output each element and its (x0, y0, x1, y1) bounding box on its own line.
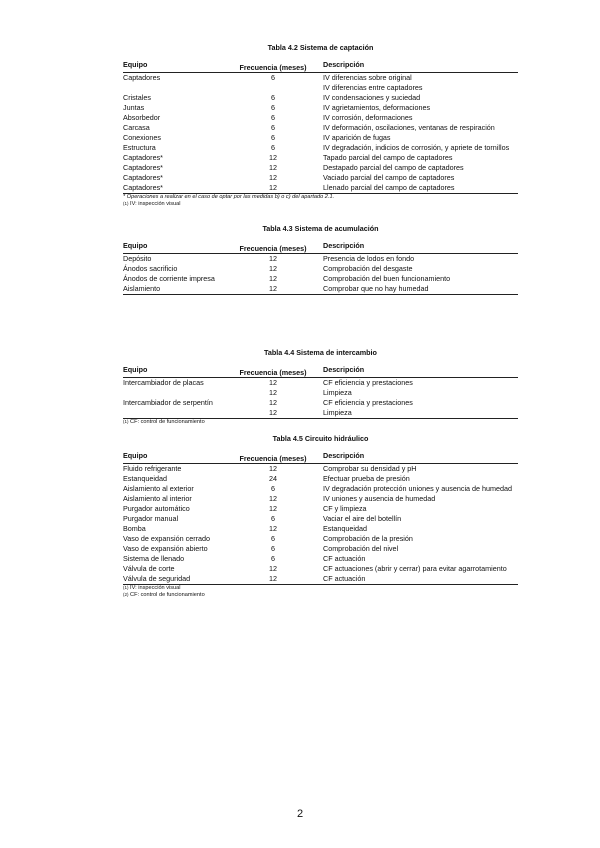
table-row (123, 254, 518, 264)
cell-frecuencia: 12 (269, 183, 277, 192)
cell-equipo: Vaso de expansión cerrado (123, 534, 210, 543)
header-frecuencia: Frecuencia (meses) (239, 454, 307, 463)
header-frecuencia: Frecuencia (meses) (239, 244, 307, 253)
table-row (123, 143, 518, 153)
cell-equipo: Captadores* (123, 153, 163, 162)
cell-frecuencia: 6 (271, 143, 275, 152)
cell-equipo: Captadores* (123, 173, 163, 182)
cell-descripcion: IV deformación, oscilaciones, ventanas de respiración (323, 123, 495, 132)
header-frecuencia: Frecuencia (meses) (239, 368, 307, 377)
table-row (123, 484, 518, 494)
cell-equipo: Intercambiador de serpentín (123, 398, 213, 407)
cell-frecuencia: 12 (269, 524, 277, 533)
cell-descripcion: Comprobación del buen funcionamiento (323, 274, 451, 283)
table-row (123, 284, 518, 294)
cell-equipo: Válvula de corte (123, 564, 175, 573)
table-row (123, 123, 518, 133)
table-header-row (123, 233, 518, 254)
cell-equipo: Captadores* (123, 183, 163, 192)
table-row (123, 554, 518, 564)
table-header-row (123, 443, 518, 464)
cell-frecuencia: 6 (271, 123, 275, 132)
cell-descripcion: Tapado parcial del campo de captadores (323, 153, 453, 162)
cell-frecuencia: 12 (269, 574, 277, 583)
cell-frecuencia: 12 (269, 378, 277, 387)
cell-equipo: Válvula de seguridad (123, 574, 191, 583)
cell-descripcion: Presencia de lodos en fondo (323, 254, 415, 263)
table-row (123, 534, 518, 544)
table-row (123, 494, 518, 504)
footnote-text: IV: inspección visual (128, 201, 181, 207)
cell-equipo: Conexiones (123, 133, 161, 142)
table-row (123, 408, 518, 418)
cell-equipo: Fluido refrigerante (123, 464, 182, 473)
table-row (123, 564, 518, 574)
cell-frecuencia: 12 (269, 274, 277, 283)
table-row (123, 524, 518, 534)
cell-equipo: Vaso de expansión abierto (123, 544, 208, 553)
header-descripcion: Descripción (323, 60, 365, 69)
header-equipo: Equipo (123, 60, 148, 69)
table-header-row (123, 52, 518, 73)
table-row (123, 73, 518, 83)
table-caption: Tabla 4.3 Sistema de acumulación (262, 224, 379, 233)
table-row (123, 83, 518, 93)
table-footnote (123, 585, 518, 592)
table-sistema-acumulacion (123, 224, 518, 295)
cell-frecuencia: 12 (269, 173, 277, 182)
table-row (123, 378, 518, 388)
table-circuito-hidraulico (123, 434, 518, 599)
cell-equipo: Estanqueidad (123, 474, 167, 483)
cell-descripcion: IV degradación, indicios de corrosión, y apriete de tornillos (323, 143, 510, 152)
cell-frecuencia: 24 (269, 474, 277, 483)
footnote-text: CF: control de funcionamiento (128, 419, 205, 425)
table-row (123, 474, 518, 484)
cell-equipo: Sistema de llenado (123, 554, 185, 563)
cell-equipo: Purgador automático (123, 504, 190, 513)
table-sistema-intercambio (123, 348, 518, 426)
header-equipo: Equipo (123, 451, 148, 460)
cell-frecuencia: 12 (269, 284, 277, 293)
table-row (123, 183, 518, 193)
cell-frecuencia: 6 (271, 554, 275, 563)
cell-descripcion: Efectuar prueba de presión (323, 474, 410, 483)
table-row (123, 153, 518, 163)
cell-frecuencia: 6 (271, 544, 275, 553)
footnote-marker: (2) (123, 592, 129, 597)
footnote-marker: (1) (123, 419, 129, 424)
cell-descripcion: IV diferencias entre captadores (323, 83, 423, 92)
cell-descripcion: Comprobación del nivel (323, 544, 399, 553)
cell-descripcion: CF actuaciones (abrir y cerrar) para evitar agarrotamiento (323, 564, 507, 573)
footnote-text: CF: control de funcionamiento (128, 592, 205, 598)
cell-equipo: Intercambiador de placas (123, 378, 204, 387)
cell-descripcion: IV condensaciones y suciedad (323, 93, 421, 102)
table-footnote (123, 194, 518, 201)
table-footnote (123, 419, 518, 426)
table-row (123, 388, 518, 398)
cell-frecuencia: 12 (269, 564, 277, 573)
cell-descripcion: Vaciar el aire del botellín (323, 514, 402, 523)
table-row (123, 264, 518, 274)
cell-descripcion: Limpieza (323, 408, 352, 417)
cell-descripcion: Vaciado parcial del campo de captadores (323, 173, 455, 182)
cell-descripcion: IV aparición de fugas (323, 133, 391, 142)
table-row (123, 464, 518, 474)
cell-descripcion: Llenado parcial del campo de captadores (323, 183, 455, 192)
cell-equipo: Aislamiento al interior (123, 494, 192, 503)
cell-frecuencia: 6 (271, 534, 275, 543)
table-sistema-captacion (123, 43, 518, 208)
cell-frecuencia: 6 (271, 514, 275, 523)
cell-equipo: Cristales (123, 93, 151, 102)
cell-descripcion: IV diferencias sobre original (323, 73, 412, 82)
cell-equipo: Purgador manual (123, 514, 179, 523)
cell-equipo: Estructura (123, 143, 156, 152)
cell-frecuencia: 12 (269, 504, 277, 513)
cell-descripcion: CF y limpieza (323, 504, 367, 513)
cell-frecuencia: 12 (269, 398, 277, 407)
table-caption: Tabla 4.4 Sistema de intercambio (264, 348, 377, 357)
page-number: 2 (296, 808, 304, 820)
table-row (123, 274, 518, 284)
cell-frecuencia: 6 (271, 484, 275, 493)
cell-frecuencia: 6 (271, 103, 275, 112)
table-row (123, 504, 518, 514)
table-row (123, 93, 518, 103)
cell-descripcion: CF eficiencia y prestaciones (323, 398, 413, 407)
cell-frecuencia: 6 (271, 113, 275, 122)
cell-equipo: Aislamiento al exterior (123, 484, 194, 493)
cell-descripcion: IV corrosión, deformaciones (323, 113, 413, 122)
cell-descripcion: CF actuación (323, 554, 366, 563)
cell-equipo: Captadores (123, 73, 161, 82)
table-bottom-rule (123, 294, 518, 295)
cell-descripcion: Comprobar que no hay humedad (323, 284, 429, 293)
table-caption: Tabla 4.2 Sistema de captación (267, 43, 374, 52)
cell-frecuencia: 12 (269, 153, 277, 162)
cell-equipo: Aislamiento (123, 284, 161, 293)
table-row (123, 544, 518, 554)
footnote-text: * Operaciones a realizar en el caso de optar por las medidas b) o c) del apartado 2.1. (123, 194, 335, 200)
table-row (123, 133, 518, 143)
table-caption: Tabla 4.5 Circuito hidráulico (272, 434, 369, 443)
table-row (123, 163, 518, 173)
cell-descripcion: IV degradación protección uniones y ausencia de humedad (323, 484, 513, 493)
header-descripcion: Descripción (323, 365, 365, 374)
table-row (123, 514, 518, 524)
cell-descripcion: Destapado parcial del campo de captadores (323, 163, 464, 172)
cell-equipo: Ánodos sacrificio (123, 264, 178, 273)
cell-frecuencia: 12 (269, 494, 277, 503)
header-descripcion: Descripción (323, 241, 365, 250)
cell-descripcion: Comprobación del desgaste (323, 264, 413, 273)
cell-descripcion: Limpieza (323, 388, 352, 397)
header-equipo: Equipo (123, 365, 148, 374)
cell-frecuencia: 6 (271, 73, 275, 82)
cell-descripcion: Comprobación de la presión (323, 534, 413, 543)
table-row (123, 113, 518, 123)
cell-frecuencia: 6 (271, 133, 275, 142)
footnote-text: IV: inspección visual (128, 585, 181, 591)
cell-frecuencia: 12 (269, 464, 277, 473)
header-frecuencia: Frecuencia (meses) (239, 63, 307, 72)
cell-equipo: Juntas (123, 103, 145, 112)
header-descripcion: Descripción (323, 451, 365, 460)
cell-descripcion: IV uniones y ausencia de humedad (323, 494, 436, 503)
cell-frecuencia: 12 (269, 408, 277, 417)
table-row (123, 574, 518, 584)
cell-descripcion: Comprobar su densidad y pH (323, 464, 417, 473)
cell-equipo: Absorbedor (123, 113, 161, 122)
table-row (123, 103, 518, 113)
cell-frecuencia: 12 (269, 388, 277, 397)
table-footnote (123, 201, 518, 208)
footnote-marker: (1) (123, 585, 129, 590)
cell-equipo: Carcasa (123, 123, 150, 132)
table-footnote (123, 592, 518, 599)
cell-equipo: Captadores* (123, 163, 163, 172)
cell-descripcion: IV agrietamientos, deformaciones (323, 103, 431, 112)
cell-equipo: Bomba (123, 524, 146, 533)
cell-descripcion: Estanqueidad (323, 524, 367, 533)
table-header-row (123, 357, 518, 378)
cell-frecuencia: 12 (269, 254, 277, 263)
footnote-marker: (1) (123, 201, 129, 206)
cell-frecuencia: 12 (269, 163, 277, 172)
cell-equipo: Ánodos de corriente impresa (123, 274, 215, 283)
table-row (123, 173, 518, 183)
cell-frecuencia: 6 (271, 93, 275, 102)
cell-descripcion: CF eficiencia y prestaciones (323, 378, 413, 387)
table-row (123, 398, 518, 408)
cell-descripcion: CF actuación (323, 574, 366, 583)
cell-frecuencia: 12 (269, 264, 277, 273)
cell-equipo: Depósito (123, 254, 152, 263)
header-equipo: Equipo (123, 241, 148, 250)
